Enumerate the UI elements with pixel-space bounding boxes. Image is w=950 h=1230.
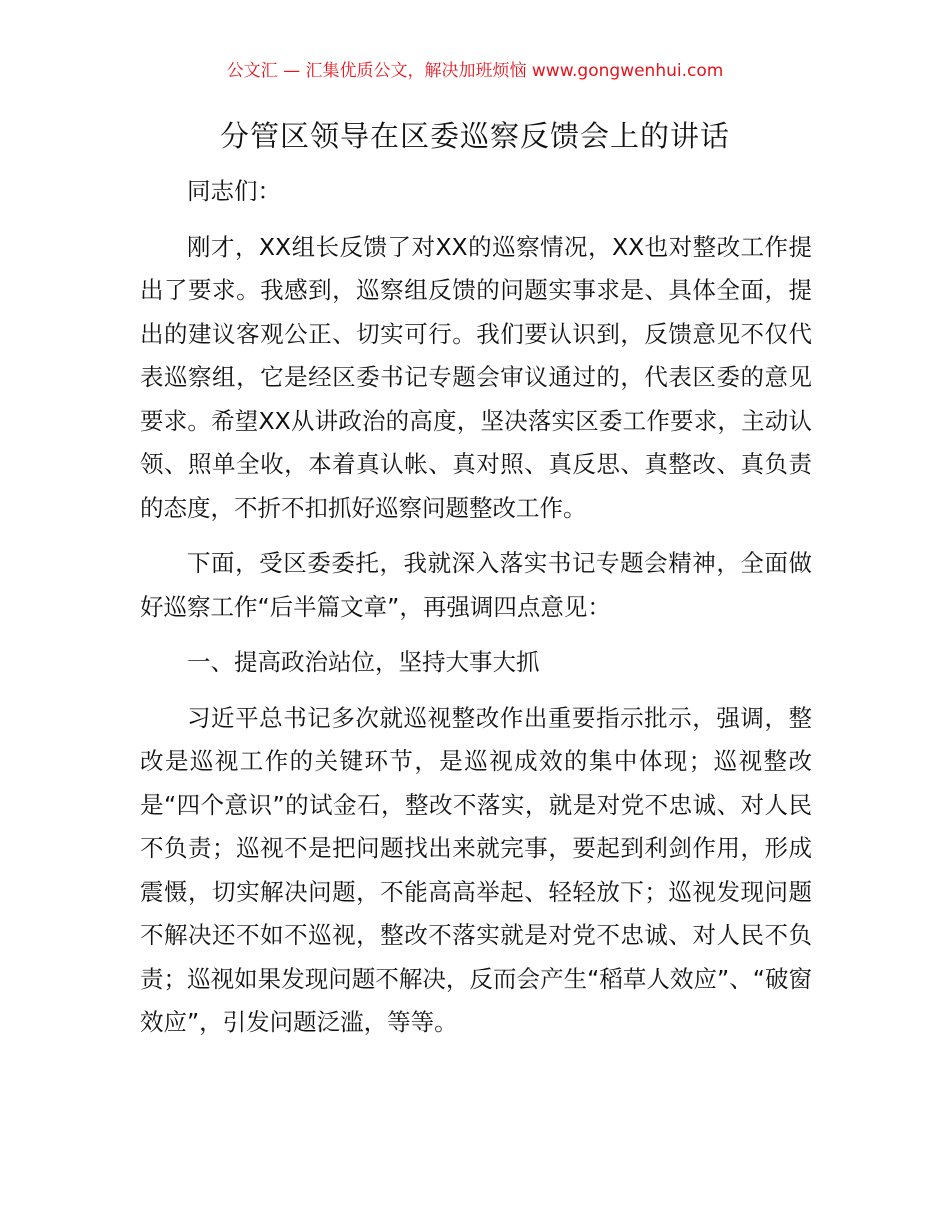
section-paragraph: 习近平总书记多次就巡视整改作出重要指示批示，强调，整改是巡视工作的关键环节，是巡视成效的集中体现；巡视整改是“四个意识”的试金石，整改不落实，就是对党不忠诚、对人民不负责；巡视不是把问题找出来就完事，要起到利剑作用，形成震慑，切实解决问题，不能高高举起、轻轻放下；巡视发现问题不解决还不如不巡视，整改不落实就是对党不忠诚、对人民不负责；巡视如果发现问题不解决，反而会产生“稻草人效应”、“破窗效应”，引发问题泛滥，等等。 <box>140 703 812 1036</box>
salutation: 同志们： <box>187 177 281 205</box>
body-paragraph: 刚才，XX组长反馈了对XX的巡察情况，XX也对整改工作提出了要求。我感到，巡察组反馈的问题实事求是、具体全面，提出的建议客观公正、切实可行。我们要认识到，反馈意见不仅代表巡察组，它是经区委书记专题会审议通过的，代表区委的意见要求。希望XX从讲政治的高度，坚决落实区委工作要求，主动认领、照单全收，本着真认帐、真对照、真反思、真整改、真负责的态度，不折不扣抓好巡察问题整改工作。 <box>140 232 812 522</box>
document-body <box>140 170 812 1045</box>
document-title: 分管区领导在区委巡察反馈会上的讲话 <box>219 119 730 153</box>
body-paragraph: 下面，受区委委托，我就深入落实书记专题会精神，全面做好巡察工作“后半篇文章”，再强调四点意见： <box>140 549 812 621</box>
section-heading: 一、提高政治站位，坚持大事大抓 <box>187 648 540 676</box>
header-watermark: 公文汇 — 汇集优质公文，解决加班烦恼 www.gongwenhui.com <box>226 61 724 81</box>
